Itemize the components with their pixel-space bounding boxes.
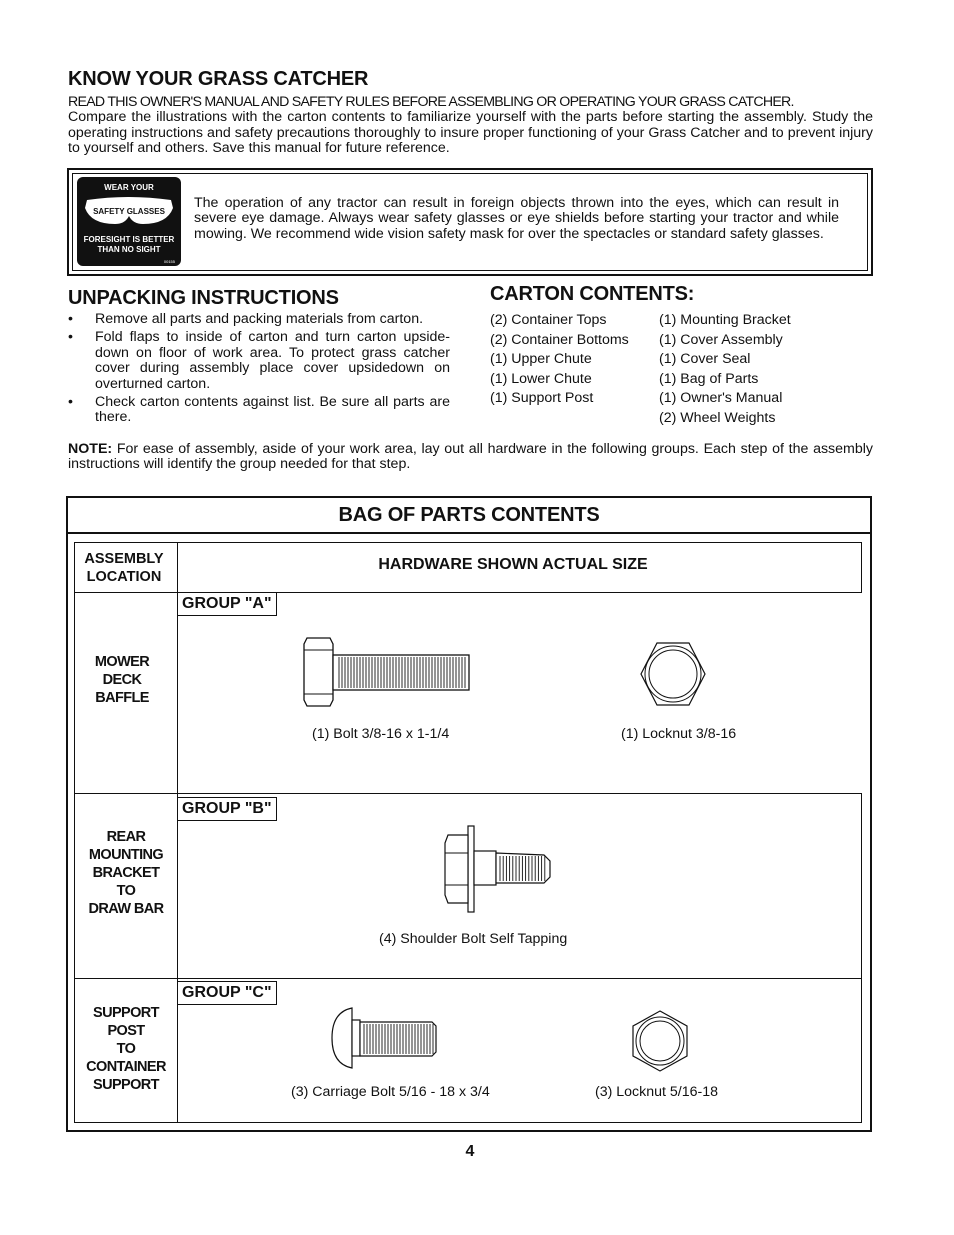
- list-item: (1) Owner's Manual: [659, 390, 783, 407]
- safety-glasses-badge: [77, 177, 181, 266]
- badge-code: 00155: [163, 259, 175, 264]
- group-a-label: GROUP "A": [178, 593, 277, 616]
- list-item: (1) Upper Chute: [490, 351, 592, 368]
- list-item: (1) Mounting Bracket: [659, 312, 791, 328]
- group-b-location: REAR MOUNTING BRACKET TO DRAW BAR: [88, 829, 164, 917]
- badge-top-text: WEAR YOUR: [104, 183, 154, 192]
- badge-glasses-text: SAFETY GLASSES: [93, 207, 165, 216]
- group-a-hardware-cell: [177, 592, 862, 794]
- note-label: NOTE:: [68, 441, 113, 457]
- list-item: (2) Container Tops: [490, 312, 607, 328]
- list-item: (2) Wheel Weights: [659, 409, 776, 426]
- note-text: For ease of assembly, aside of your work area, lay out all hardware in the following groups. Each step of the assembly instructions will identify the group needed for that step.: [68, 441, 873, 473]
- list-item: (1) Bag of Parts: [659, 370, 759, 387]
- group-a-part-bolt: (1) Bolt 3/8-16 x 1-1/4: [312, 726, 450, 742]
- list-item: (2) Container Bottoms: [490, 331, 629, 348]
- know-paragraph: [68, 95, 873, 156]
- hex-bolt-icon: [300, 634, 472, 710]
- list-item: (1) Lower Chute: [490, 370, 592, 387]
- warning-text: The operation of any tractor can result in foreign objects thrown into the eyes, which can result in severe eye damage. Always wear safety glasses or eye shields before starting your tractor and while mowing. We recommend wide vision safety mask for over the spectacles or standard safety glasses.: [194, 195, 839, 242]
- unpacking-list: [68, 312, 450, 429]
- hardware-header: HARDWARE SHOWN ACTUAL SIZE: [378, 556, 648, 573]
- note-paragraph: [68, 442, 873, 473]
- group-c-location: SUPPORT POST TO CONTAINER SUPPORT: [86, 1005, 166, 1093]
- carton-col2: [659, 311, 791, 429]
- group-c-part-locknut: (3) Locknut 5/16-18: [595, 1084, 719, 1100]
- carton-col1: [490, 311, 629, 409]
- list-item: • Remove all parts and packing materials from carton.: [68, 312, 450, 327]
- group-b-label: GROUP "B": [178, 797, 277, 821]
- list-item: • Fold flaps to inside of carton and turn carton upside-down on floor of work area. To protect grass catcher cover during assembly place cover upsidedown on overturned carton.: [68, 330, 450, 392]
- group-a-part-locknut: (1) Locknut 3/8-16: [621, 726, 737, 742]
- group-c-part-carriage-bolt: (3) Carriage Bolt 5/16 - 18 x 3/4: [291, 1084, 490, 1100]
- safety-warning-box: [67, 168, 873, 276]
- group-b-part-shoulder-bolt: (4) Shoulder Bolt Self Tapping: [379, 931, 568, 947]
- carton-title: CARTON CONTENTS:: [490, 283, 695, 305]
- list-item: (1) Cover Seal: [659, 351, 751, 368]
- group-c-label: GROUP "C": [178, 981, 277, 1005]
- hex-locknut-small-icon: [629, 1009, 691, 1073]
- badge-bottom-text: FORESIGHT IS BETTER THAN NO SIGHT: [83, 235, 175, 254]
- bag-title: BAG OF PARTS CONTENTS: [338, 504, 600, 526]
- unpacking-title: UNPACKING INSTRUCTIONS: [68, 287, 339, 309]
- shoulder-bolt-icon: [440, 823, 554, 915]
- page-number: 4: [465, 1143, 475, 1160]
- list-item: (1) Support Post: [490, 390, 594, 407]
- know-para-rest: Compare the illustrations with the carton contents to familiarize yourself with the parts before starting the assembly. Study the operating instructions and safety precautions thoroughly to insure proper functioning of your Grass Catcher and to prevent injury to yourself and others. Save this manual for future reference.: [68, 109, 873, 156]
- know-title: KNOW YOUR GRASS CATCHER: [68, 68, 369, 90]
- carriage-bolt-icon: [330, 1006, 440, 1070]
- group-c-hardware-cell: [177, 978, 862, 1123]
- hex-locknut-icon: [638, 640, 708, 708]
- know-para-line1: READ THIS OWNER'S MANUAL AND SAFETY RULES BEFORE ASSEMBLING OR OPERATING YOUR GRASS CATCHER.: [68, 94, 794, 110]
- group-a-location: MOWER DECK BAFFLE: [94, 654, 150, 706]
- list-item: • Check carton contents against list. Be sure all parts are there.: [68, 395, 450, 426]
- location-header: ASSEMBLY LOCATION: [84, 551, 164, 585]
- list-item: (1) Cover Assembly: [659, 331, 783, 348]
